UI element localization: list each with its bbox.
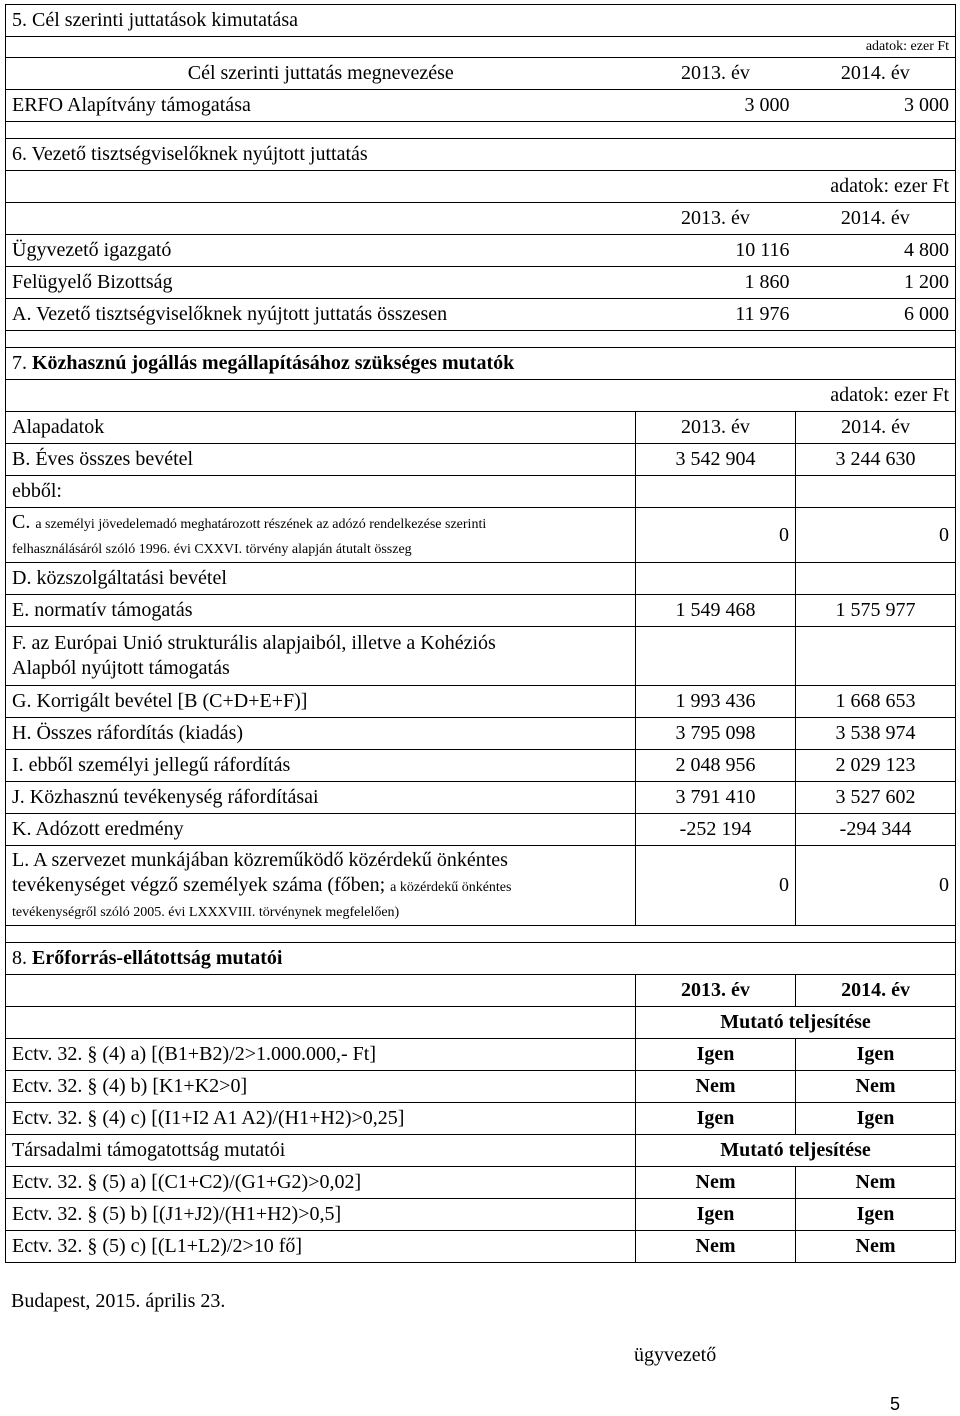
section-5-unit: adatok: ezer Ft — [6, 37, 956, 58]
section-5-year-2: 2014. év — [796, 58, 956, 90]
empty-cell — [636, 563, 796, 595]
section-7-year-2: 2014. év — [796, 412, 956, 444]
indicator-v2: Igen — [796, 1199, 956, 1231]
section-6-title-num: 6. — [12, 143, 32, 165]
empty-cell — [796, 476, 956, 508]
row-b-label: B. Éves összes bevétel — [6, 444, 636, 476]
spacer — [6, 122, 956, 139]
row-h-v1: 3 795 098 — [636, 718, 796, 750]
row-i-v2: 2 029 123 — [796, 750, 956, 782]
section-6-title — [6, 139, 956, 171]
section-6-unit: adatok: ezer Ft — [6, 171, 956, 203]
row-f-line2: Alapból nyújtott támogatás — [12, 657, 230, 679]
empty-cell — [636, 627, 796, 686]
section-6-row-v1: 10 116 — [636, 235, 796, 267]
row-f-label — [6, 627, 636, 686]
indicator-label: Ectv. 32. § (4) b) [K1+K2>0] — [6, 1071, 636, 1103]
page-number: 5 — [890, 1394, 901, 1414]
section-7-title-text: Közhasznú jogállás megállapításához szükséges mutatók — [32, 352, 515, 374]
indicator-label: Ectv. 32. § (4) c) [(I1+I2 A1 A2)/(H1+H2)>0,25] — [6, 1103, 636, 1135]
section-8-perf-head: Mutató teljesítése — [636, 1007, 956, 1039]
section-6-row-v2: 4 800 — [796, 235, 956, 267]
section-6-head-blank — [6, 203, 636, 235]
indicator-label: Ectv. 32. § (5) c) [(L1+L2)/2>10 fő] — [6, 1231, 636, 1263]
section-6-row-v2: 1 200 — [796, 267, 956, 299]
row-h-label: H. Összes ráfordítás (kiadás) — [6, 718, 636, 750]
section-7-unit: adatok: ezer Ft — [6, 380, 956, 412]
section-7-title — [6, 348, 956, 380]
row-f-line1: F. az Európai Unió strukturális alapjaiból, illetve a Kohéziós — [12, 632, 496, 654]
row-c-line1: a személyi jövedelemadó meghatározott részének az adózó rendelkezése szerinti — [35, 517, 487, 532]
empty-cell — [796, 563, 956, 595]
section-6-row-v1: 1 860 — [636, 267, 796, 299]
row-l-line2: tevékenységet végző személyek száma (főben; — [12, 874, 391, 896]
row-b-v2: 3 244 630 — [796, 444, 956, 476]
section-5-row-v1: 3 000 — [636, 90, 796, 122]
row-i-label: I. ebből személyi jellegű ráfordítás — [6, 750, 636, 782]
section-6-row-label: Ügyvezető igazgató — [6, 235, 636, 267]
row-e-v1: 1 549 468 — [636, 595, 796, 627]
indicator-label: Ectv. 32. § (4) a) [(B1+B2)/2>1.000.000,- Ft] — [6, 1039, 636, 1071]
empty-cell — [636, 476, 796, 508]
row-b-v1: 3 542 904 — [636, 444, 796, 476]
section-6-total-v2: 6 000 — [796, 299, 956, 331]
row-k-label: K. Adózott eredmény — [6, 814, 636, 846]
row-c-label — [6, 508, 636, 563]
row-c-v2: 0 — [796, 508, 956, 563]
section-8-title-text: Erőforrás-ellátottság mutatói — [32, 947, 283, 969]
social-support-label: Társadalmi támogatottság mutatói — [6, 1135, 636, 1167]
indicator-v2: Nem — [796, 1231, 956, 1263]
row-l-line1: L. A szervezet munkájában közreműködő közérdekű önkéntes — [12, 849, 508, 871]
row-k-v2: -294 344 — [796, 814, 956, 846]
indicator-v2: Igen — [796, 1039, 956, 1071]
row-e-v2: 1 575 977 — [796, 595, 956, 627]
report-table — [5, 4, 956, 1263]
empty-cell — [796, 627, 956, 686]
section-5-col-name: Cél szerinti juttatás megnevezése — [6, 58, 636, 90]
row-j-label: J. Közhasznú tevékenység ráfordításai — [6, 782, 636, 814]
section-8-title-num: 8. — [12, 947, 32, 969]
spacer — [6, 926, 956, 943]
footer-signature: ügyvezető — [634, 1344, 717, 1366]
row-g-v1: 1 993 436 — [636, 686, 796, 718]
indicator-v1: Nem — [636, 1231, 796, 1263]
indicator-v1: Igen — [636, 1039, 796, 1071]
row-l-v1: 0 — [636, 846, 796, 926]
section-7-head-label: Alapadatok — [6, 412, 636, 444]
section-5-year-1: 2013. év — [636, 58, 796, 90]
row-c-prefix: C. — [12, 511, 36, 533]
row-i-v1: 2 048 956 — [636, 750, 796, 782]
report-sheet — [5, 4, 955, 1263]
spacer — [6, 331, 956, 348]
indicator-label: Ectv. 32. § (5) a) [(C1+C2)/(G1+G2)>0,02] — [6, 1167, 636, 1199]
section-8-year-1: 2013. év — [636, 975, 796, 1007]
footer-date: Budapest, 2015. április 23. — [11, 1290, 226, 1312]
row-l-line2-small: a közérdekű önkéntes — [390, 880, 512, 895]
ebbol-label: ebből: — [6, 476, 636, 508]
section-7-title-num: 7. — [12, 352, 32, 374]
indicator-label: Ectv. 32. § (5) b) [(J1+J2)/(H1+H2)>0,5] — [6, 1199, 636, 1231]
section-6-total-v1: 11 976 — [636, 299, 796, 331]
social-support-head: Mutató teljesítése — [636, 1135, 956, 1167]
indicator-v2: Igen — [796, 1103, 956, 1135]
section-6-year-2: 2014. év — [796, 203, 956, 235]
row-l-v2: 0 — [796, 846, 956, 926]
section-8-title — [6, 943, 956, 975]
indicator-v1: Nem — [636, 1071, 796, 1103]
indicator-v1: Igen — [636, 1103, 796, 1135]
section-8-head-blank — [6, 975, 636, 1007]
row-k-v1: -252 194 — [636, 814, 796, 846]
section-6-title-text: Vezető tisztségviselőknek nyújtott juttatás — [31, 143, 368, 165]
row-d-label: D. közszolgáltatási bevétel — [6, 563, 636, 595]
section-5-row-label: ERFO Alapítvány támogatása — [6, 90, 636, 122]
row-l-line3: tevékenységről szóló 2005. évi LXXXVIII. törvénynek megfelelően) — [12, 905, 400, 920]
section-8-year-2: 2014. év — [796, 975, 956, 1007]
row-j-v2: 3 527 602 — [796, 782, 956, 814]
row-e-label: E. normatív támogatás — [6, 595, 636, 627]
row-l-label — [6, 846, 636, 926]
section-6-year-1: 2013. év — [636, 203, 796, 235]
row-g-v2: 1 668 653 — [796, 686, 956, 718]
row-h-v2: 3 538 974 — [796, 718, 956, 750]
indicator-v2: Nem — [796, 1167, 956, 1199]
section-7-year-1: 2013. év — [636, 412, 796, 444]
section-8-perf-blank — [6, 1007, 636, 1039]
indicator-v2: Nem — [796, 1071, 956, 1103]
row-c-line2: felhasználásáról szóló 1996. évi CXXVI. törvény alapján átutalt összeg — [12, 542, 412, 557]
section-6-total-label: A. Vezető tisztségviselőknek nyújtott juttatás összesen — [6, 299, 636, 331]
section-5-title: 5. Cél szerinti juttatások kimutatása — [6, 5, 956, 37]
indicator-v1: Nem — [636, 1167, 796, 1199]
section-5-row-v2: 3 000 — [796, 90, 956, 122]
indicator-v1: Igen — [636, 1199, 796, 1231]
row-g-label: G. Korrigált bevétel [B (C+D+E+F)] — [6, 686, 636, 718]
section-6-row-label: Felügyelő Bizottság — [6, 267, 636, 299]
row-j-v1: 3 791 410 — [636, 782, 796, 814]
row-c-v1: 0 — [636, 508, 796, 563]
